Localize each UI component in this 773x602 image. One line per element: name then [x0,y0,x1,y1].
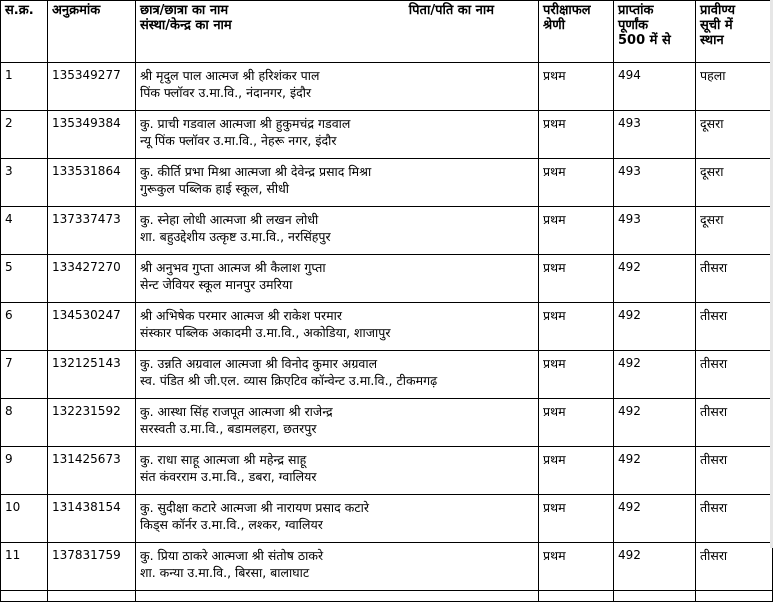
student-cell [136,159,539,207]
partial-cell [539,591,614,602]
roll-number-cell: 133427270 [48,255,136,303]
division-cell: प्रथम [539,303,614,351]
student-cell [136,447,539,495]
table-row [1,303,773,351]
student-father-name: कु. सुदीक्षा कटारे आत्मजा श्री नारायण प्रसाद कटारे [140,500,370,515]
roll-number-cell: 131438154 [48,495,136,543]
student-cell [136,207,539,255]
marks-cell: 492 [614,399,696,447]
partial-cell [614,591,696,602]
serial-cell: 8 [1,399,48,447]
student-cell [136,399,539,447]
division-cell: प्रथम [539,351,614,399]
header-merit-rank: प्रावीण्य सूची में स्थान [696,1,773,63]
merit-rank-cell: पहला [696,63,773,111]
table-body [1,63,773,602]
marks-cell: 492 [614,255,696,303]
table-row [1,351,773,399]
division-cell: प्रथम [539,495,614,543]
serial-cell: 2 [1,111,48,159]
marks-cell: 492 [614,351,696,399]
table-row [1,63,773,111]
partial-cell [48,591,136,602]
serial-cell: 3 [1,159,48,207]
table-row [1,495,773,543]
table-row [1,447,773,495]
merit-rank-cell: दूसरा [696,207,773,255]
merit-rank-cell: तीसरा [696,303,773,351]
merit-rank-cell: तीसरा [696,255,773,303]
student-cell [136,351,539,399]
school-name: शा. बहुउद्देशीय उत्कृष्ट उ.मा.वि., नरसिंहपुर [140,229,331,244]
header-marks: प्राप्तांक पूर्णांक 500 में से [614,1,696,63]
division-cell: प्रथम [539,63,614,111]
serial-cell: 7 [1,351,48,399]
merit-rank-cell: तीसरा [696,399,773,447]
marks-cell: 492 [614,303,696,351]
student-father-name: कु. उन्नति अग्रवाल आत्मजा श्री विनोद कुमार अग्रवाल [140,356,378,371]
table-row [1,207,773,255]
division-cell: प्रथम [539,399,614,447]
school-name: संत कंवरराम उ.मा.वि., डबरा, ग्वालियर [140,469,317,484]
marks-cell: 492 [614,543,696,591]
roll-number-cell: 132231592 [48,399,136,447]
student-father-name: कु. स्नेहा लोधी आत्मजा श्री लखन लोधी [140,212,319,227]
division-cell: प्रथम [539,207,614,255]
serial-cell: 6 [1,303,48,351]
serial-cell: 11 [1,543,48,591]
roll-number-cell: 137337473 [48,207,136,255]
merit-rank-cell: तीसरा [696,447,773,495]
table-row [1,543,773,591]
student-father-name: कु. राधा साहू आत्मजा श्री महेन्द्र साहू [140,452,307,467]
table-row [1,111,773,159]
serial-cell: 10 [1,495,48,543]
table-row [1,255,773,303]
student-father-name: कु. प्राची गडवाल आत्मजा श्री हुकुमचंद्र गडवाल [140,116,351,131]
merit-rank-cell: दूसरा [696,111,773,159]
roll-number-cell: 131425673 [48,447,136,495]
merit-rank-cell: तीसरा [696,543,773,591]
marks-cell: 494 [614,63,696,111]
serial-cell: 1 [1,63,48,111]
table-row [1,159,773,207]
division-cell: प्रथम [539,159,614,207]
marks-cell: 492 [614,495,696,543]
header-serial: स.क्र. [1,1,48,63]
student-cell [136,543,539,591]
table-row-partial [1,591,773,602]
roll-number-cell: 135349384 [48,111,136,159]
student-cell [136,255,539,303]
table-row [1,399,773,447]
header-father-name: पिता/पति का नाम [408,3,494,18]
school-name: किड्स कॉर्नर उ.मा.वि., लश्कर, ग्वालियर [140,517,323,532]
header-division: परीक्षाफल श्रेणी [539,1,614,63]
partial-cell [136,591,539,602]
school-name: सेन्ट जेवियर स्कूल मानपुर उमरिया [140,277,293,292]
merit-rank-cell: दूसरा [696,159,773,207]
student-cell [136,303,539,351]
marks-cell: 493 [614,207,696,255]
partial-cell [1,591,48,602]
header-school-name: संस्था/केन्द्र का नाम [140,18,232,33]
division-cell: प्रथम [539,447,614,495]
student-father-name: श्री अनुभव गुप्ता आत्मज श्री कैलाश गुप्ता [140,260,326,275]
marks-cell: 493 [614,111,696,159]
student-cell [136,495,539,543]
division-cell: प्रथम [539,543,614,591]
header-roll: अनुक्रमांक [48,1,136,63]
header-name [136,1,539,63]
school-name: न्यू पिंक फ्लॉवर उ.मा.वि., नेहरू नगर, इंदौर [140,133,337,148]
student-father-name: कु. कीर्ति प्रभा मिश्रा आत्मजा श्री देवेन्द्र प्रसाद मिश्रा [140,164,372,179]
student-cell [136,111,539,159]
roll-number-cell: 137831759 [48,543,136,591]
serial-cell: 9 [1,447,48,495]
school-name: गुरूकुल पब्लिक हाई स्कूल, सीधी [140,181,290,196]
student-cell [136,63,539,111]
marks-cell: 492 [614,447,696,495]
roll-number-cell: 135349277 [48,63,136,111]
student-father-name: कु. प्रिया ठाकरे आत्मजा श्री संतोष ठाकरे [140,548,324,563]
merit-rank-cell: तीसरा [696,495,773,543]
roll-number-cell: 134530247 [48,303,136,351]
header-student-name: छात्र/छात्रा का नाम [140,3,229,18]
serial-cell: 4 [1,207,48,255]
school-name: स्व. पंडित श्री जी.एल. व्यास क्रिएटिव कॉन्वेन्ट उ.मा.वि., टीकमगढ़ [140,373,438,388]
roll-number-cell: 133531864 [48,159,136,207]
school-name: शा. कन्या उ.मा.वि., बिरसा, बालाघाट [140,565,310,580]
division-cell: प्रथम [539,255,614,303]
student-father-name: श्री मृदुल पाल आत्मज श्री हरिशंकर पाल [140,68,320,83]
header-row [1,1,773,63]
student-father-name: श्री अभिषेक परमार आत्मज श्री राकेश परमार [140,308,342,323]
school-name: पिंक फ्लॉवर उ.मा.वि., नंदानगर, इंदौर [140,85,312,100]
partial-cell [696,591,773,602]
roll-number-cell: 132125143 [48,351,136,399]
marks-cell: 493 [614,159,696,207]
division-cell: प्रथम [539,111,614,159]
merit-rank-cell: तीसरा [696,351,773,399]
school-name: सरस्वती उ.मा.वि., बडामलहरा, छतरपुर [140,421,317,436]
student-father-name: कु. आस्था सिंह राजपूत आत्मजा श्री राजेन्द्र [140,404,333,419]
school-name: संस्कार पब्लिक अकादमी उ.मा.वि., अकोडिया, शाजापुर [140,325,391,340]
serial-cell: 5 [1,255,48,303]
